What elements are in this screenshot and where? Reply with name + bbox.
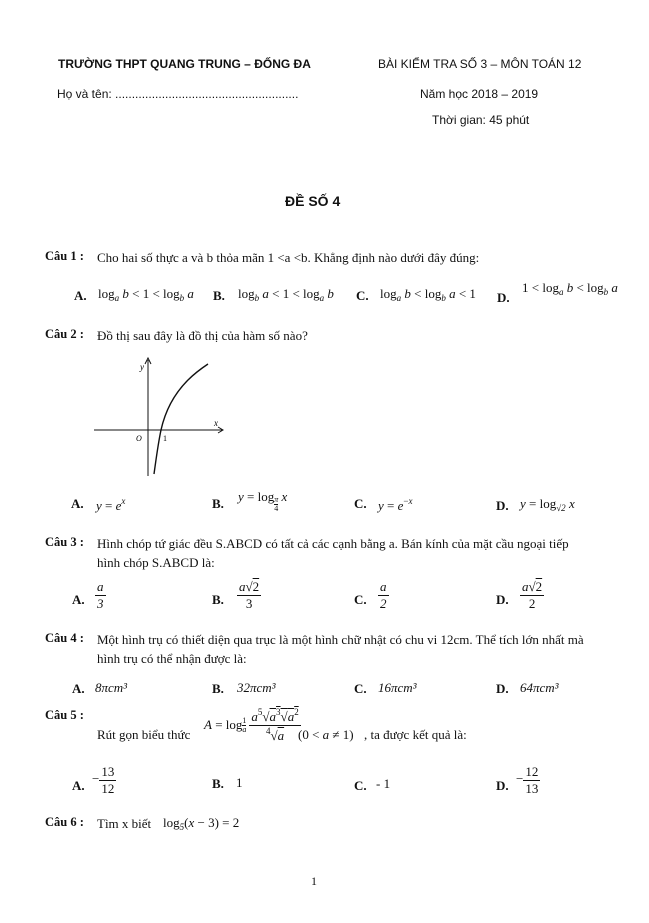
question-3-text-line2: hình chóp S.ABCD là: bbox=[97, 555, 215, 570]
q5-expression: A = log 1 a $\frac{a^5√a^3√a^2}{^4√a}$ bbox=[204, 707, 299, 743]
q1-option-b-math: $\log_b a < 1 < \log_a b$ bbox=[238, 286, 334, 303]
q2-option-b-label: B. bbox=[212, 496, 224, 511]
school-name: TRƯỜNG THPT QUANG TRUNG – ĐỐNG ĐA bbox=[58, 57, 311, 71]
q5-option-a-math: − $\frac{13}{12}$ bbox=[92, 764, 115, 796]
q1-option-d-math: $1 < \log_a b < \log_b a$ bbox=[522, 280, 618, 297]
q3-option-b-label: B. bbox=[212, 592, 224, 607]
question-3-label: Câu 3 : bbox=[45, 535, 84, 549]
q6-equation: $\log_5(x - 3) = 2$ bbox=[163, 815, 240, 832]
question-6-label: Câu 6 : bbox=[45, 815, 84, 829]
q4-option-c-label: C. bbox=[354, 681, 367, 696]
q3-option-c-math: $\frac{a}{2}$ bbox=[380, 579, 387, 611]
question-1-text: Cho hai số thực a và b thỏa mãn 1 <a <b. Khẳng định nào dưới đây đúng: bbox=[97, 250, 480, 265]
q2-option-c-label: C. bbox=[354, 496, 367, 511]
name-field-label: Họ và tên: ....................................................... bbox=[57, 87, 299, 101]
q1-option-a-label: A. bbox=[74, 288, 87, 303]
q4-option-d-value: 64πcm³ bbox=[520, 680, 559, 695]
q3-option-c-label: C. bbox=[354, 592, 367, 607]
x-axis-label: x bbox=[214, 418, 218, 428]
q2-option-a-math: $y = e^x$ bbox=[96, 496, 126, 513]
question-6-text: Tìm x biết bbox=[97, 816, 152, 831]
q1-option-b-label: B. bbox=[213, 288, 225, 303]
q4-option-b-value: 32πcm³ bbox=[237, 680, 276, 695]
q5-option-d-math: − $\frac{12}{13}$ bbox=[516, 764, 539, 796]
question-4-text-line1: Một hình trụ có thiết diện qua trục là một hình chữ nhật có chu vi 12cm. Thể tích lớn nhất mà bbox=[97, 632, 584, 647]
question-1-label: Câu 1 : bbox=[45, 249, 84, 263]
q3-option-d-label: D. bbox=[496, 592, 509, 607]
test-code: ĐỀ SỐ 4 bbox=[285, 193, 341, 209]
q5-option-c-value: - 1 bbox=[376, 776, 391, 791]
question-5-text-after: , ta được kết quả là: bbox=[364, 727, 467, 742]
q3-option-a-math: $\frac{a}{3}$ bbox=[97, 579, 104, 611]
q4-option-a-value: 8πcm³ bbox=[95, 680, 128, 695]
question-2-text: Đồ thị sau đây là đồ thị của hàm số nào? bbox=[97, 328, 308, 343]
q1-option-c-math: $\log_a b < \log_b a < 1$ bbox=[380, 286, 476, 303]
exam-title: BÀI KIỂM TRA SỐ 3 – MÔN TOÁN 12 bbox=[378, 57, 582, 71]
q5-option-d-label: D. bbox=[496, 778, 509, 793]
q2-option-b-math: y = log $\frac{\pi}{4}$ x bbox=[238, 489, 288, 513]
q2-option-a-label: A. bbox=[71, 496, 84, 511]
q4-option-c-value: 16πcm³ bbox=[378, 680, 417, 695]
question-4-text-line2: hình trụ có thể nhận được là: bbox=[97, 651, 247, 666]
function-curve bbox=[154, 364, 208, 474]
q1-option-c-label: C. bbox=[356, 288, 369, 303]
origin-label: O bbox=[136, 434, 142, 443]
q3-option-d-math: $\frac{a√2}{2}$ bbox=[522, 579, 543, 611]
q4-option-a-label: A. bbox=[72, 681, 85, 696]
question-5-label: Câu 5 : bbox=[45, 708, 84, 722]
q5-condition: (0 < a ≠ 1) bbox=[298, 727, 354, 742]
q3-option-b-math: $\frac{a√2}{3}$ bbox=[239, 579, 260, 611]
q5-option-b-label: B. bbox=[212, 776, 224, 791]
exam-duration: Thời gian: 45 phút bbox=[432, 113, 530, 127]
log-graph bbox=[90, 352, 230, 478]
question-3-text-line1: Hình chóp tứ giác đều S.ABCD có tất cả các cạnh bằng a. Bán kính của mặt cầu ngoại tiếp bbox=[97, 536, 569, 551]
question-2-label: Câu 2 : bbox=[45, 327, 84, 341]
q5-option-b-value: 1 bbox=[236, 775, 243, 790]
tick-label-1: 1 bbox=[163, 434, 167, 443]
q5-option-c-label: C. bbox=[354, 778, 367, 793]
q4-option-d-label: D. bbox=[496, 681, 509, 696]
q2-option-d-math: $y = \log_{√2} x$ bbox=[520, 496, 575, 513]
q4-option-b-label: B. bbox=[212, 681, 224, 696]
question-5-text-before: Rút gọn biểu thức bbox=[97, 727, 191, 742]
page-number: 1 bbox=[311, 874, 317, 888]
q1-option-a-math: $\log_a b < 1 < \log_b a$ bbox=[98, 286, 194, 303]
q3-option-a-label: A. bbox=[72, 592, 85, 607]
q1-option-d-label: D. bbox=[497, 290, 510, 305]
question-4-label: Câu 4 : bbox=[45, 631, 84, 645]
q2-option-c-math: $y = e^{-x}$ bbox=[378, 496, 413, 513]
q2-option-d-label: D. bbox=[496, 498, 509, 513]
y-axis-label: y bbox=[140, 362, 144, 372]
school-year: Năm học 2018 – 2019 bbox=[420, 87, 539, 101]
q5-option-a-label: A. bbox=[72, 778, 85, 793]
